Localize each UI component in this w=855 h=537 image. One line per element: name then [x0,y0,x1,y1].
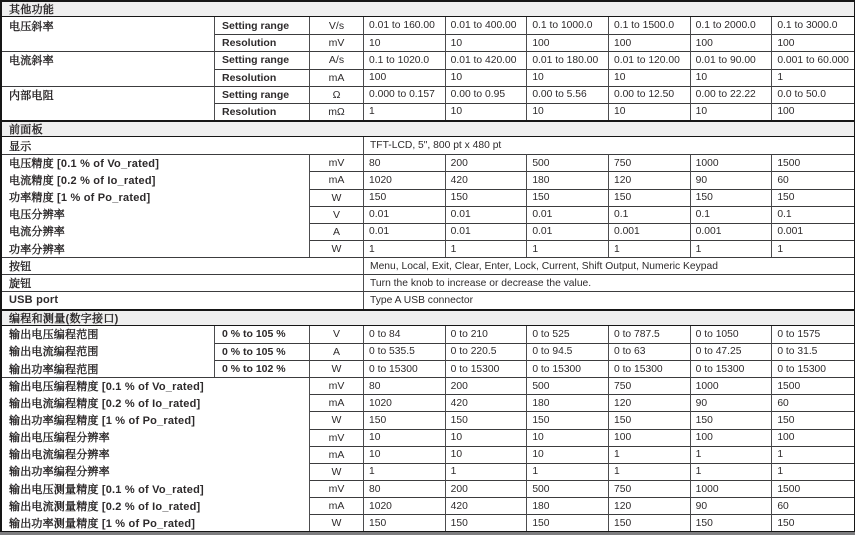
table-row [2,240,854,257]
value-cell: 1020 [364,394,446,411]
table-row [2,446,854,463]
value-cell: 10 [364,429,446,446]
value-cell: 1000 [691,154,773,171]
table-row [2,343,854,360]
table-row [2,360,854,377]
value-cell: 10 [691,69,773,86]
value-cell: 0 to 15300 [691,360,773,377]
table-row [2,17,854,34]
value-cell: 0.01 [527,206,609,223]
value-cell: 80 [364,480,446,497]
row-label [2,69,215,86]
value-cell: 10 [609,103,691,120]
row-label: 电流分辨率 [2,223,310,240]
row-label: 显示 [2,137,364,154]
row-label [2,103,215,120]
value-cell: 1 [446,463,528,480]
value-cell: 0.1 [772,206,854,223]
value-cell: 500 [527,154,609,171]
value-cell: 1020 [364,497,446,514]
row-sublabel: 0 % to 102 % [215,360,310,377]
value-cell: 100 [772,34,854,51]
value-cell: 0.001 to 60.000 [772,51,854,68]
value-cell: 150 [446,514,528,531]
row-label: 输出电压编程分辨率 [2,429,310,446]
bottom-divider-bar [0,531,855,535]
value-cell: 0.01 to 180.00 [527,51,609,68]
value-cell: 150 [609,411,691,428]
value-cell: 0.0 to 50.0 [772,86,854,103]
value-cell: 200 [446,154,528,171]
value-cell: 1 [609,240,691,257]
value-cell: 0.1 to 3000.0 [777,20,838,32]
value-cell: 60 [772,497,854,514]
row-label: 电压精度 [0.1 % of Vo_rated] [2,154,310,171]
unit-cell: W [310,240,364,257]
value-cell: 0.1 to 2000.0 [691,17,773,34]
value-cell: 0.01 to 90.00 [691,51,773,68]
value-cell: 100 [691,429,773,446]
value-cell: 0 to 63 [609,343,691,360]
row-label [2,34,215,51]
value-cell: 150 [691,411,773,428]
unit-cell: mA [310,69,364,86]
value-cell: 90 [691,171,773,188]
value-cell: 0.01 [364,206,446,223]
value-cell: 750 [609,377,691,394]
value-cell: 0 to 525 [527,326,609,343]
value-cell: 750 [609,154,691,171]
value-cell: 0.1 to 1500.0 [609,17,691,34]
unit-cell: mA [310,497,364,514]
value-cell: 10 [446,34,528,51]
value-cell: 0 to 84 [364,326,446,343]
row-label: 电压斜率 [2,17,215,34]
value-cell: 10 [446,103,528,120]
value-cell: 150 [772,514,854,531]
value-cell: 150 [772,189,854,206]
value-cell: 1 [691,240,773,257]
value-cell: 80 [364,377,446,394]
value-cell: 0.1 [691,206,773,223]
unit-cell: mV [310,377,364,394]
value-cell: 500 [527,377,609,394]
row-label: 电压分辨率 [2,206,310,223]
unit-cell: V [310,326,364,343]
table-row [2,223,854,240]
row-label: USB port [2,291,364,308]
row-sublabel: Setting range [215,51,310,68]
row-label: 电流斜率 [2,51,215,68]
table-row [2,497,854,514]
value-cell: 120 [609,394,691,411]
value-cell: 10 [609,69,691,86]
value-cell: 0 to 220.5 [446,343,528,360]
value-cell: 10 [527,69,609,86]
value-cell: 1500 [772,377,854,394]
unit-cell: mV [310,480,364,497]
value-cell: 750 [609,480,691,497]
value-cell: 200 [446,480,528,497]
value-cell: 0 to 94.5 [527,343,609,360]
table-row [2,514,854,531]
row-sublabel: Resolution [215,103,310,120]
row-label: 电流精度 [0.2 % of Io_rated] [2,171,310,188]
value-cell: 0.01 to 120.00 [609,51,691,68]
value-cell: 1 [772,240,854,257]
value-cell: 100 [364,69,446,86]
row-sublabel: Resolution [215,34,310,51]
unit-cell: V/s [310,17,364,34]
value-cell: 0 to 47.25 [691,343,773,360]
value-cell: 180 [527,394,609,411]
table-row [2,206,854,223]
value-cell: 100 [609,429,691,446]
value-cell: 0 to 15300 [364,360,446,377]
value-cell: 1 [691,463,773,480]
value-cell: 150 [364,411,446,428]
value-cell: 1 [772,69,854,86]
table-row [2,257,854,274]
value-cell: 0.01 [446,223,528,240]
value-cell: 100 [772,429,854,446]
value-cell: 150 [364,514,446,531]
value-cell: 0 to 31.5 [772,343,854,360]
value-cell: 0.000 to 0.157 [364,86,446,103]
table-row [2,411,854,428]
table-row [2,291,854,308]
value-cell: 100 [772,103,854,120]
value-cell: 200 [446,377,528,394]
row-sublabel: 0 % to 105 % [215,326,310,343]
value-cell: 0.00 to 22.22 [691,86,773,103]
value-cell: 1500 [772,480,854,497]
value-cell: 150 [364,189,446,206]
value-cell: 150 [772,411,854,428]
value-cell: 1 [364,103,446,120]
table-row [2,137,854,154]
unit-cell: mA [310,446,364,463]
row-label: 输出电压编程范围 [2,326,215,343]
value-cell: 1 [527,463,609,480]
value-cell: 1 [609,463,691,480]
value-cell: 1 [691,446,773,463]
row-label: 输出电流编程精度 [0.2 % of Io_rated] [2,394,310,411]
value-cell: 60 [772,171,854,188]
table-row [2,463,854,480]
value-cell: 10 [446,69,528,86]
unit-cell: W [310,360,364,377]
value-cell: 180 [527,171,609,188]
table-row [2,189,854,206]
value-cell: 10 [527,103,609,120]
value-cell: 0.1 [609,206,691,223]
row-sublabel: Resolution [215,69,310,86]
table-row [2,154,854,171]
table-row [2,171,854,188]
table-row [2,274,854,291]
wide-value-cell: Turn the knob to increase or decrease the value. [364,274,854,291]
value-cell: 0 to 787.5 [609,326,691,343]
value-cell: 1 [772,446,854,463]
row-label: 功率分辨率 [2,240,310,257]
value-cell: 150 [527,514,609,531]
row-label: 输出电流编程分辨率 [2,446,310,463]
value-cell: 0 to 1575 [777,328,821,340]
value-cell: 0.001 [772,223,854,240]
value-cell: 10 [446,429,528,446]
value-cell: 420 [446,497,528,514]
value-cell: 10 [527,446,609,463]
value-cell: 0.1 to 1000.0 [527,17,609,34]
value-cell: 60 [772,394,854,411]
row-label: 输出功率编程范围 [2,360,215,377]
value-cell: 0 to 1050 [691,326,773,343]
unit-cell: W [310,411,364,428]
value-cell: 0.001 [691,223,773,240]
section-header: 其他功能 [2,0,854,17]
value-cell: 150 [609,514,691,531]
row-label: 输出电流测量精度 [0.2 % of Io_rated] [2,497,310,514]
value-cell: 1000 [691,480,773,497]
unit-cell: mV [310,154,364,171]
value-cell: 1 [527,240,609,257]
value-cell: 80 [364,154,446,171]
unit-cell: A [310,223,364,240]
value-cell: 0.01 to 420.00 [446,51,528,68]
value-cell: 0.01 [527,223,609,240]
value-cell: 150 [527,189,609,206]
value-cell: 1 [364,240,446,257]
unit-cell: A [310,343,364,360]
value-cell: 0 to 15300 [609,360,691,377]
row-label: 输出功率编程精度 [1 % of Po_rated] [2,411,310,428]
value-cell: 100 [609,34,691,51]
value-cell: 500 [527,480,609,497]
value-cell: 0 to 15300 [772,360,854,377]
value-cell: 1 [772,463,854,480]
value-cell: 1 [609,446,691,463]
value-cell: 0.01 [364,223,446,240]
unit-cell: V [310,206,364,223]
value-cell: 10 [364,446,446,463]
row-sublabel: Setting range [215,17,310,34]
value-cell: 0.00 to 5.56 [527,86,609,103]
value-cell: 0.01 [446,206,528,223]
unit-cell: Ω [310,86,364,103]
unit-cell: W [310,189,364,206]
unit-cell: A/s [310,51,364,68]
value-cell: 180 [527,497,609,514]
value-cell: 0 to 210 [446,326,528,343]
value-cell: 150 [527,411,609,428]
value-cell: 0 to 15300 [446,360,528,377]
row-sublabel: Setting range [215,86,310,103]
value-cell: 150 [446,411,528,428]
row-label: 按钮 [2,257,364,274]
value-cell: 150 [691,189,773,206]
table-row [2,326,854,343]
value-cell: 10 [446,446,528,463]
row-label: 输出功率测量精度 [1 % of Po_rated] [2,514,310,531]
row-label: 内部电阻 [2,86,215,103]
value-cell: 0 to 15300 [527,360,609,377]
unit-cell: W [310,463,364,480]
row-label: 输出电压编程精度 [0.1 % of Vo_rated] [2,377,310,394]
table-row [2,69,854,86]
value-cell: 420 [446,171,528,188]
row-label: 输出电压测量精度 [0.1 % of Vo_rated] [2,480,310,497]
value-cell: 0.01 to 400.00 [446,17,528,34]
section-header: 编程和测量(数字接口) [2,309,854,326]
value-cell: 90 [691,497,773,514]
row-label: 输出电流编程范围 [2,343,215,360]
unit-cell: W [310,514,364,531]
row-label: 旋钮 [2,274,364,291]
value-cell: 10 [527,429,609,446]
value-cell: 10 [691,103,773,120]
unit-cell: mA [310,394,364,411]
value-cell: 1500 [772,154,854,171]
wide-value-cell: Type A USB connector [364,291,854,308]
table-row [2,103,854,120]
value-cell: 0.00 to 12.50 [609,86,691,103]
unit-cell: mV [310,429,364,446]
value-cell: 150 [609,189,691,206]
value-cell: 120 [609,497,691,514]
table-row [2,480,854,497]
value-cell: 1020 [364,171,446,188]
value-cell: 0.1 to 1020.0 [364,51,446,68]
value-cell: 0 to 535.5 [364,343,446,360]
value-cell: 1 [446,240,528,257]
table-row [2,394,854,411]
table-row [2,86,854,103]
value-cell: 1000 [691,377,773,394]
table-row [2,377,854,394]
value-cell: 100 [527,34,609,51]
value-cell: 90 [691,394,773,411]
value-cell: 0.001 [609,223,691,240]
value-cell: 150 [446,189,528,206]
table-row [2,34,854,51]
row-sublabel: 0 % to 105 % [215,343,310,360]
value-cell: 0.00 to 0.95 [446,86,528,103]
wide-value-cell: TFT-LCD, 5", 800 pt x 480 pt [370,140,502,152]
value-cell: 0.01 to 160.00 [364,17,446,34]
value-cell: 120 [609,171,691,188]
value-cell: 1 [364,463,446,480]
table-row [2,429,854,446]
wide-value-cell: Menu, Local, Exit, Clear, Enter, Lock, Current, Shift Output, Numeric Keypad [364,257,854,274]
section-header: 前面板 [2,120,854,137]
value-cell: 150 [691,514,773,531]
value-cell: 100 [691,34,773,51]
table-row [2,51,854,68]
unit-cell: mΩ [310,103,364,120]
value-cell: 420 [446,394,528,411]
value-cell: 10 [364,34,446,51]
row-label: 输出功率编程分辨率 [2,463,310,480]
row-label: 功率精度 [1 % of Po_rated] [2,189,310,206]
unit-cell: mV [310,34,364,51]
unit-cell: mA [310,171,364,188]
